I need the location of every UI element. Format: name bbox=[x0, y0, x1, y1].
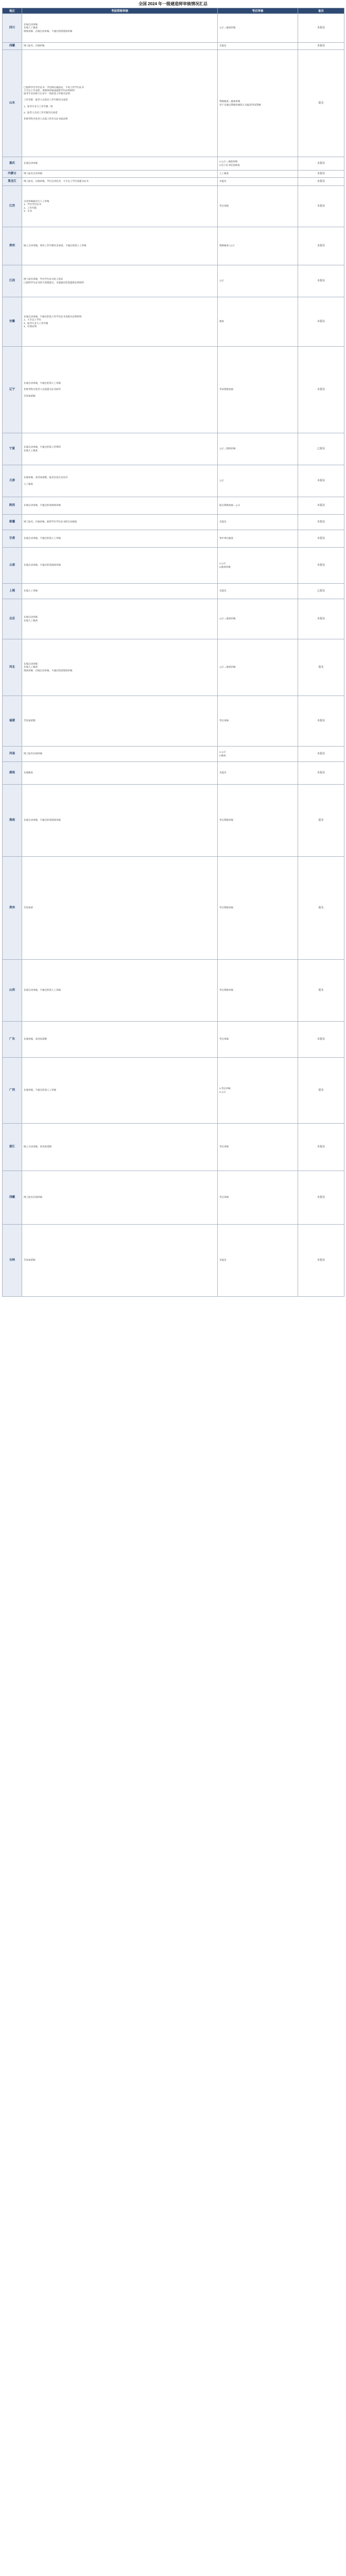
pre-review-cell: 网上报名在线审核 bbox=[22, 747, 218, 762]
post-review-cell: 考后审核 bbox=[218, 186, 298, 227]
post-review-cell: 未提及 bbox=[218, 1225, 298, 1297]
region-cell: 陕西 bbox=[3, 497, 22, 515]
post-review-cell: 事中事后核查 bbox=[218, 530, 298, 548]
table-row bbox=[3, 178, 344, 186]
post-review-cell: 考后资格审核 bbox=[218, 857, 298, 960]
pre-review-cell: 告知承诺 bbox=[22, 857, 218, 960]
pre-review-cell: 自动审核通过后人工审核 1、学历学位证书 2、工作年限 3、专业 bbox=[22, 186, 218, 227]
remark-cell: 未提及 bbox=[298, 297, 344, 347]
region-cell: 贵州 bbox=[3, 857, 22, 960]
post-review-cell: 考后审核 bbox=[218, 696, 298, 747]
table-row bbox=[3, 584, 344, 599]
table-row bbox=[3, 227, 344, 265]
region-cell: 黑龙江 bbox=[3, 178, 22, 186]
post-review-cell: 考后审核 bbox=[218, 1124, 298, 1171]
remark-cell: 未提及 bbox=[298, 515, 344, 530]
table-row bbox=[3, 43, 344, 50]
table-row bbox=[3, 1225, 344, 1297]
remark-cell: 未提及 bbox=[298, 696, 344, 747]
post-review-cell: 考后审核 bbox=[218, 1171, 298, 1225]
region-cell: 四川 bbox=[3, 14, 22, 43]
remark-cell: 未提及 bbox=[298, 186, 344, 227]
table-row bbox=[3, 50, 344, 157]
remark-cell: 未提及 bbox=[298, 747, 344, 762]
header-post-review: 考后审核 bbox=[218, 8, 298, 14]
remark-cell: 未提及 bbox=[298, 43, 344, 50]
table-row bbox=[3, 347, 344, 433]
pre-review-cell: 在线自动审核，不通过的需人工审核 bbox=[22, 530, 218, 548]
pre-review-cell: 在线自动审核 在线人工核查 现场审核：在线自动审核，不通过的需现场审核 bbox=[22, 14, 218, 43]
pre-review-cell: 在线自动审核，不通过的需人工审核 非统考科目免考人员需提交证书原件 告知承诺制 bbox=[22, 347, 218, 433]
region-cell: 海南 bbox=[3, 785, 22, 857]
region-cell: 重庆 bbox=[3, 157, 22, 171]
post-review-cell: 公示→抽查审核 bbox=[218, 599, 298, 639]
region-cell: 湖南 bbox=[3, 762, 22, 785]
remark-cell: 未提及 bbox=[298, 157, 344, 171]
post-review-cell: 未提及 bbox=[218, 762, 298, 785]
region-cell: 内蒙古 bbox=[3, 171, 22, 178]
remark-cell: 未提及 bbox=[298, 347, 344, 433]
table-row bbox=[3, 762, 344, 785]
region-cell: 福建 bbox=[3, 696, 22, 747]
remark-cell: 提及 bbox=[298, 50, 344, 157]
table-row bbox=[3, 515, 344, 530]
post-review-cell: 考后资格审核 bbox=[218, 785, 298, 857]
remark-cell: 未提及 bbox=[298, 227, 344, 265]
header-remark: 备注 bbox=[298, 8, 344, 14]
post-review-cell: 公示→现场审核 bbox=[218, 433, 298, 465]
post-review-cell: 1.公示 2.抽查审核 bbox=[218, 548, 298, 584]
pre-review-cell: 在线审核，采用承诺制 bbox=[22, 1022, 218, 1058]
region-cell: 西藏 bbox=[3, 1171, 22, 1225]
post-review-cell: 公示 bbox=[218, 465, 298, 497]
remark-cell: 提及 bbox=[298, 1058, 344, 1124]
post-review-cell: 公示 bbox=[218, 265, 298, 297]
pre-review-cell: 网上报名在线审核 bbox=[22, 1171, 218, 1225]
region-cell: 云南 bbox=[3, 548, 22, 584]
post-review-cell: 资格核查→抽查审核 对于未通过资格审核的人员取消考试资格 bbox=[218, 50, 298, 157]
region-cell: 河北 bbox=[3, 639, 22, 696]
region-cell: 贵州 bbox=[3, 227, 22, 265]
pre-review-cell: 在线自动审核 bbox=[22, 157, 218, 171]
post-review-cell: 1.考后审核 2.公示 bbox=[218, 1058, 298, 1124]
post-review-cell: 考后资格审核 bbox=[218, 960, 298, 1022]
remark-cell: 提及 bbox=[298, 785, 344, 857]
post-review-cell: 人工核查 bbox=[218, 171, 298, 178]
region-cell: 辽宁 bbox=[3, 347, 22, 433]
remark-cell: 未提及 bbox=[298, 1124, 344, 1171]
region-cell: 山西 bbox=[3, 960, 22, 1022]
pre-review-cell: 已取得学历学位证书：学信网在线验证，不用上传学历证书 大专以上毕业的，须现场审核或提供学历证明材料 报考专业名称与目录不一致的需上传相关证明 工作年限：报考人员需对工作年限作出承诺 1、报考专业与工作年限一致 2、报考人员对工作年限作出承诺 非统考科目免考人员需上传有关证书或证明 bbox=[22, 50, 218, 157]
table-row bbox=[3, 14, 344, 43]
post-review-cell: 未提及 bbox=[218, 515, 298, 530]
table-row bbox=[3, 960, 344, 1022]
region-cell: 北京 bbox=[3, 599, 22, 639]
post-review-cell: 抽查 bbox=[218, 297, 298, 347]
post-review-cell: 考试资格复核 bbox=[218, 347, 298, 433]
pre-review-cell: 在线自动审核，不通过的需现场审核 bbox=[22, 785, 218, 857]
pre-review-cell: 线上自动审核，采用承诺制 bbox=[22, 1124, 218, 1171]
remark-cell: 未提及 bbox=[298, 762, 344, 785]
region-cell: 广西 bbox=[3, 1058, 22, 1124]
table-row bbox=[3, 1171, 344, 1225]
post-review-cell: 未提及 bbox=[218, 584, 298, 599]
table-row bbox=[3, 548, 344, 584]
pre-review-cell: 网上报名、在线审核，取得学历学位证书的自动核验 bbox=[22, 515, 218, 530]
pre-review-cell: 在线自动审核，不通过的需人工审核 bbox=[22, 960, 218, 1022]
post-review-cell: 公示→抽查审核 bbox=[218, 14, 298, 43]
pre-review-cell: 在线自动审核 在线人工核查 现场审核：在线自动审核，不通过的需现场审核 bbox=[22, 639, 218, 696]
region-cell: 上海 bbox=[3, 584, 22, 599]
region-cell: 西藏 bbox=[3, 43, 22, 50]
region-cell: 河南 bbox=[3, 747, 22, 762]
region-cell: 天津 bbox=[3, 465, 22, 497]
header-pre-review: 考前资格审核 bbox=[22, 8, 218, 14]
pre-review-cell: 网上报名审核，学历学位证书电子验证 已取得学历证书的不需要提交，未能通过的需提供证明材料 bbox=[22, 265, 218, 297]
pre-review-cell: 告知承诺制 bbox=[22, 696, 218, 747]
post-review-cell: 未提及 bbox=[218, 43, 298, 50]
pre-review-cell: 在线自动审核，不通过的需现场审核 bbox=[22, 497, 218, 515]
pre-review-cell: 在线审核，不通过的需人工审核 bbox=[22, 1058, 218, 1124]
post-review-cell: 公示→抽查审核 bbox=[218, 639, 298, 696]
table-row bbox=[3, 639, 344, 696]
summary-table bbox=[2, 8, 344, 1297]
remark-cell: 未提及 bbox=[298, 465, 344, 497]
region-cell: 宁夏 bbox=[3, 433, 22, 465]
remark-cell: 未提及 bbox=[298, 599, 344, 639]
pre-review-cell: 网上报名、在线审核 bbox=[22, 43, 218, 50]
pre-review-cell: 网上报名、在线审核，学历自动比对，大专以上学历需提交证书 bbox=[22, 178, 218, 186]
table-row bbox=[3, 171, 344, 178]
pre-review-cell: 在线核查 bbox=[22, 762, 218, 785]
remark-cell: 未提及 bbox=[298, 1225, 344, 1297]
region-cell: 浙江 bbox=[3, 1124, 22, 1171]
remark-cell: 未提及 bbox=[298, 265, 344, 297]
region-cell: 新疆 bbox=[3, 515, 22, 530]
pre-review-cell: 在线审核，采用承诺制，报名信息自动比对 人工核查 bbox=[22, 465, 218, 497]
post-review-cell: 1.公示→抽查审核 2.电子证书信息核查 bbox=[218, 157, 298, 171]
pre-review-cell: 在线自动审核，不通过的需上传资料 在线人工核查 bbox=[22, 433, 218, 465]
pre-review-cell: 网上报名自动审核 bbox=[22, 171, 218, 178]
region-cell: 江西 bbox=[3, 265, 22, 297]
post-review-cell: 未提及 bbox=[218, 178, 298, 186]
remark-cell: 未提及 bbox=[298, 530, 344, 548]
pre-review-cell: 在线人工审核 bbox=[22, 584, 218, 599]
table-row bbox=[3, 696, 344, 747]
table-row bbox=[3, 1058, 344, 1124]
post-review-cell: 1.公示 2.抽查 bbox=[218, 747, 298, 762]
remark-cell: 提及 bbox=[298, 857, 344, 960]
remark-cell: 未提及 bbox=[298, 171, 344, 178]
table-row bbox=[3, 186, 344, 227]
region-cell: 吉林 bbox=[3, 1225, 22, 1297]
table-row bbox=[3, 747, 344, 762]
table-row bbox=[3, 465, 344, 497]
remark-cell: 提及 bbox=[298, 960, 344, 1022]
post-review-cell: 报后资格复核→公示 bbox=[218, 497, 298, 515]
table-header-row bbox=[3, 8, 344, 14]
table-body bbox=[3, 14, 344, 1297]
table-row bbox=[3, 530, 344, 548]
pre-review-cell: 在线自动审核，不通过的需上传学历证书及相关证明材料 1、大专以上学历 2、报考专业与工作年限 3、社保证明 bbox=[22, 297, 218, 347]
page-title: 全国 2024 年一级建造师审核情况汇总 bbox=[138, 2, 208, 6]
table-row bbox=[3, 1124, 344, 1171]
region-cell: 山东 bbox=[3, 50, 22, 157]
table-row bbox=[3, 785, 344, 857]
table-row bbox=[3, 157, 344, 171]
remark-cell: 未提及 bbox=[298, 548, 344, 584]
remark-cell: 未提及 bbox=[298, 14, 344, 43]
remark-cell: 未提及 bbox=[298, 1022, 344, 1058]
region-cell: 甘肃 bbox=[3, 530, 22, 548]
remark-cell: 未提及 bbox=[298, 1171, 344, 1225]
table-row bbox=[3, 857, 344, 960]
pre-review-cell: 在线自动审核 在线人工核查 bbox=[22, 599, 218, 639]
remark-cell: 已提及 bbox=[298, 584, 344, 599]
post-review-cell: 考后审核 bbox=[218, 1022, 298, 1058]
pre-review-cell: 告知承诺制 bbox=[22, 1225, 218, 1297]
header-region: 地区 bbox=[3, 8, 22, 14]
post-review-cell: 资格核查+公示 bbox=[218, 227, 298, 265]
pre-review-cell: 在线自动审核，不通过的需现场审核 bbox=[22, 548, 218, 584]
region-cell: 广东 bbox=[3, 1022, 22, 1058]
remark-cell: 未提及 bbox=[298, 178, 344, 186]
pre-review-cell: 线上自动审核，须对工作年限作出承诺，不通过的需人工审核 bbox=[22, 227, 218, 265]
table-row bbox=[3, 497, 344, 515]
table-row bbox=[3, 265, 344, 297]
table-row bbox=[3, 433, 344, 465]
region-cell: 安徽 bbox=[3, 297, 22, 347]
table-row bbox=[3, 1022, 344, 1058]
table-row bbox=[3, 297, 344, 347]
remark-cell: 已提及 bbox=[298, 433, 344, 465]
remark-cell: 未提及 bbox=[298, 497, 344, 515]
table-row bbox=[3, 599, 344, 639]
region-cell: 江苏 bbox=[3, 186, 22, 227]
remark-cell: 提及 bbox=[298, 639, 344, 696]
